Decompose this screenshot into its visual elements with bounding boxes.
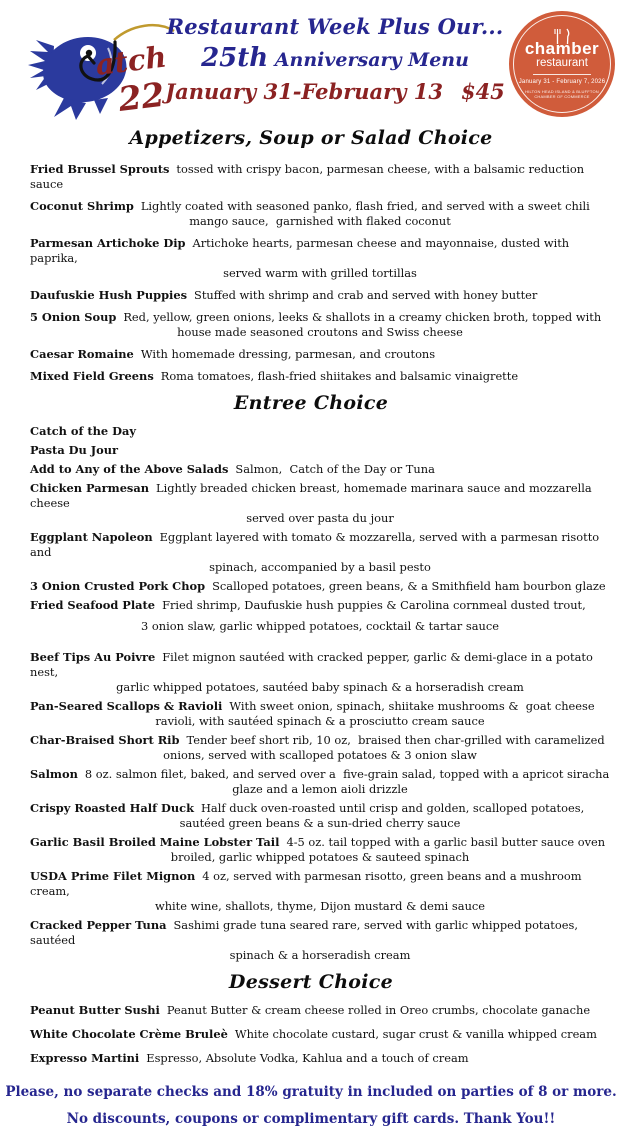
menu-item-description: With homemade dressing, parmesan, and croutons	[140, 347, 436, 361]
menu-item-description-cont: garlic whipped potatoes, sautéed baby spinach & a horseradish cream	[116, 680, 524, 694]
menu-item-name: Mixed Field Greens	[30, 369, 154, 383]
menu-item	[30, 918, 610, 963]
menu-item-first-line	[30, 733, 610, 748]
badge-divider	[533, 74, 591, 75]
menu-item-name: Caesar Romaine	[30, 347, 134, 361]
menu-item-name: White Chocolate Crème Bruleè	[30, 1027, 228, 1041]
menu-item	[30, 598, 610, 634]
menu-item-name: 3 Onion Crusted Pork Chop	[30, 579, 206, 593]
menu-item-name: Parmesan Artichoke Dip	[30, 236, 186, 250]
menu-item	[30, 162, 610, 192]
menu-item-description-cont: sautéed green beans & a sun-dried cherry sauce	[179, 816, 461, 830]
title-block	[162, 14, 508, 105]
menu-item-description-cont: onions, served with scalloped potatoes & 3 onion slaw	[163, 748, 477, 762]
anniversary-number: 25th	[201, 43, 269, 73]
menu-section	[0, 126, 622, 384]
menu-item-description: Eggplant layered with tomato & mozzarella, served with a parmesan risotto and	[30, 530, 603, 559]
menu-item-first-line	[30, 918, 610, 948]
menu-item	[30, 835, 610, 865]
menu-item-description: With sweet onion, spinach, shiitake mushrooms & goat cheese	[229, 699, 595, 713]
menu-item-name: Coconut Shrimp	[30, 199, 134, 213]
menu-item-description-cont: broiled, garlic whipped potatoes & sauteed spinach	[170, 850, 470, 864]
menu-sections	[0, 126, 622, 1066]
title-line-2	[162, 43, 508, 76]
badge-org	[525, 89, 599, 99]
menu-item-name: Pan-Seared Scallops & Ravioli	[30, 699, 223, 713]
menu-item-first-line	[30, 310, 610, 325]
menu-item-first-line	[30, 1003, 610, 1018]
menu-item-first-line	[30, 699, 610, 714]
anniversary-text: Anniversary Menu	[268, 49, 469, 71]
menu-item-name: Char-Braised Short Rib	[30, 733, 180, 747]
menu-item-description: Lightly breaded chicken breast, homemade marinara sauce and mozzarella cheese	[30, 481, 596, 510]
menu-item-description-cont: spinach & a horseradish cream	[229, 948, 411, 962]
badge-org-line2: CHAMBER OF COMMERCE	[534, 94, 590, 99]
menu-section	[0, 391, 622, 963]
menu-item-first-line	[30, 443, 610, 458]
menu-item-description: Peanut Butter & cream cheese rolled in Oreo crumbs, chocolate ganache	[166, 1003, 591, 1017]
menu-item-description-cont: mango sauce, garnished with flaked coconut	[189, 214, 451, 228]
menu-item-name: Garlic Basil Broiled Maine Lobster Tail	[30, 835, 280, 849]
section-title: Appetizers, Soup or Salad Choice	[129, 127, 493, 149]
menu-item	[30, 650, 610, 695]
menu-item	[30, 1003, 610, 1018]
menu-item	[30, 481, 610, 526]
footer-line-2: No discounts, coupons or complimentary gift cards. Thank You!!	[66, 1111, 556, 1127]
menu-item	[30, 310, 610, 340]
menu-item	[30, 733, 610, 763]
menu-item-name: Beef Tips Au Poivre	[30, 650, 156, 664]
menu-item-name: Eggplant Napoleon	[30, 530, 153, 544]
menu-item-description: Red, yellow, green onions, leeks & shallots in a creamy chicken broth, topped with	[123, 310, 602, 324]
menu-item	[30, 369, 610, 384]
menu-item	[30, 462, 610, 477]
menu-item	[30, 1051, 610, 1066]
menu-item-description-cont: 3 onion slaw, garlic whipped potatoes, cocktail & tartar sauce	[141, 619, 499, 633]
menu-item-name: Chicken Parmesan	[30, 481, 150, 495]
menu-item-description: 4 oz, served with parmesan risotto, green beans and a mushroom cream,	[30, 869, 586, 898]
menu-item-first-line	[30, 288, 610, 303]
title-line-3	[162, 79, 508, 105]
menu-item	[30, 424, 610, 439]
menu-item-first-line	[30, 767, 610, 782]
menu-item-name: Daufuskie Hush Puppies	[30, 288, 188, 302]
menu-item-name: Catch of the Day	[30, 424, 136, 438]
title-line-1: Restaurant Week Plus Our...	[166, 14, 504, 39]
menu-item-description: Lightly coated with seasoned panko, flash fried, and served with a sweet chili	[140, 199, 590, 213]
badge-subtitle: restaurant	[536, 57, 588, 69]
badge-dates: January 31 - February 7, 2026	[518, 79, 606, 85]
menu-item-description-cont: served warm with grilled tortillas	[223, 266, 417, 280]
menu-item	[30, 801, 610, 831]
menu-item-name: Expresso Martini	[30, 1051, 140, 1065]
menu-item-description: Espresso, Absolute Vodka, Kahlua and a touch of cream	[146, 1051, 469, 1065]
menu-item-description: Scalloped potatoes, green beans, & a Smithfield ham bourbon glaze	[212, 579, 606, 593]
menu-item-description: tossed with crispy bacon, parmesan cheese, with a balsamic reduction sauce	[30, 162, 588, 191]
menu-item	[30, 443, 610, 458]
menu-item	[30, 199, 610, 229]
menu-item-first-line	[30, 462, 610, 477]
menu-item-description: Half duck oven-roasted until crisp and golden, scalloped potatoes,	[200, 801, 585, 815]
menu-item-first-line	[30, 162, 610, 192]
menu-item-name: Peanut Butter Sushi	[30, 1003, 160, 1017]
menu-item-name: Pasta Du Jour	[30, 443, 119, 457]
menu-item-first-line	[30, 530, 610, 560]
menu-item-first-line	[30, 369, 610, 384]
menu-item-first-line	[30, 481, 610, 511]
page-header	[0, 0, 622, 124]
menu-item-first-line	[30, 801, 610, 816]
footer-line-1: Please, no separate checks and 18% gratuity in included on parties of 8 or more.	[5, 1084, 617, 1100]
menu-item	[30, 347, 610, 362]
menu-item	[30, 767, 610, 797]
chamber-restaurant-badge	[509, 11, 615, 117]
menu-item	[30, 288, 610, 303]
menu-item-description-cont: served over pasta du jour	[246, 511, 394, 525]
menu-item-first-line	[30, 1051, 610, 1066]
menu-item-name: Fried Brussel Sprouts	[30, 162, 170, 176]
logo-number-text: 22	[116, 74, 167, 119]
menu-item-description: Tender beef short rib, 10 oz, braised then char-grilled with caramelized	[186, 733, 605, 747]
menu-item-first-line	[30, 424, 610, 439]
menu-item-description: Sashimi grade tuna seared rare, served with garlic whipped potatoes, sautéed	[30, 918, 582, 947]
menu-item	[30, 579, 610, 594]
menu-item-description: Fried shrimp, Daufuskie hush puppies & Carolina cornmeal dusted trout,	[162, 598, 586, 612]
menu-item-description-cont: ravioli, with sautéed spinach & a prosciutto cream sauce	[155, 714, 485, 728]
menu-item-first-line	[30, 650, 610, 680]
menu-item-description: Filet mignon sautéed with cracked pepper, garlic & demi-glace in a potato nest,	[30, 650, 597, 679]
menu-item-name: Crispy Roasted Half Duck	[30, 801, 194, 815]
catch-22-fish-logo-icon	[24, 18, 176, 122]
menu-item-first-line	[30, 835, 610, 850]
menu-item-name: Salmon	[30, 767, 78, 781]
menu-item	[30, 869, 610, 914]
menu-item	[30, 236, 610, 281]
menu-item-description: 4-5 oz. tail topped with a garlic basil butter sauce oven	[286, 835, 606, 849]
menu-item-description: Stuffed with shrimp and crab and served with honey butter	[194, 288, 538, 302]
menu-item-first-line	[30, 579, 610, 594]
menu-item-description: White chocolate custard, sugar crust & vanilla whipped cream	[234, 1027, 597, 1041]
menu-item-first-line	[30, 347, 610, 362]
menu-item-first-line	[30, 598, 610, 613]
menu-item	[30, 530, 610, 575]
menu-item-first-line	[30, 869, 610, 899]
menu-item-description-cont: white wine, shallots, thyme, Dijon mustard & demi sauce	[154, 899, 486, 913]
menu-price: $45	[460, 79, 505, 104]
badge-org-line1: HILTON HEAD ISLAND & BLUFFTON	[525, 89, 599, 94]
date-range: January 31-February 13	[165, 79, 443, 104]
menu-item-name: USDA Prime Filet Mignon	[30, 869, 196, 883]
menu-item-description-cont: house made seasoned croutons and Swiss cheese	[177, 325, 463, 339]
menu-item	[30, 1027, 610, 1042]
menu-item-description: 8 oz. salmon filet, baked, and served over a five-grain salad, topped with a apricot siracha	[84, 767, 610, 781]
menu-item-name: 5 Onion Soup	[30, 310, 117, 324]
logo-script-text: atch	[93, 39, 169, 82]
menu-item-first-line	[30, 236, 610, 266]
menu-item-description: Salmon, Catch of the Day or Tuna	[235, 462, 435, 476]
menu-item-name: Fried Seafood Plate	[30, 598, 156, 612]
menu-item-first-line	[30, 1027, 610, 1042]
menu-item-description-cont: spinach, accompanied by a basil pesto	[209, 560, 431, 574]
menu-item-name: Add to Any of the Above Salads	[30, 462, 229, 476]
menu-item-description-cont: glaze and a lemon aioli drizzle	[232, 782, 408, 796]
section-title: Dessert Choice	[228, 971, 394, 993]
badge-title: chamber	[524, 39, 600, 58]
menu-item-first-line	[30, 199, 610, 214]
menu-item-name: Cracked Pepper Tuna	[30, 918, 167, 932]
menu-item-description: Roma tomatoes, flash-fried shiitakes and balsamic vinaigrette	[160, 369, 519, 383]
fork-knife-icon	[547, 29, 577, 44]
footer-notice	[0, 1079, 622, 1133]
menu-item-description: Artichoke hearts, parmesan cheese and mayonnaise, dusted with paprika,	[30, 236, 573, 265]
menu-item	[30, 699, 610, 729]
section-title: Entree Choice	[233, 392, 389, 414]
menu-section	[0, 970, 622, 1066]
